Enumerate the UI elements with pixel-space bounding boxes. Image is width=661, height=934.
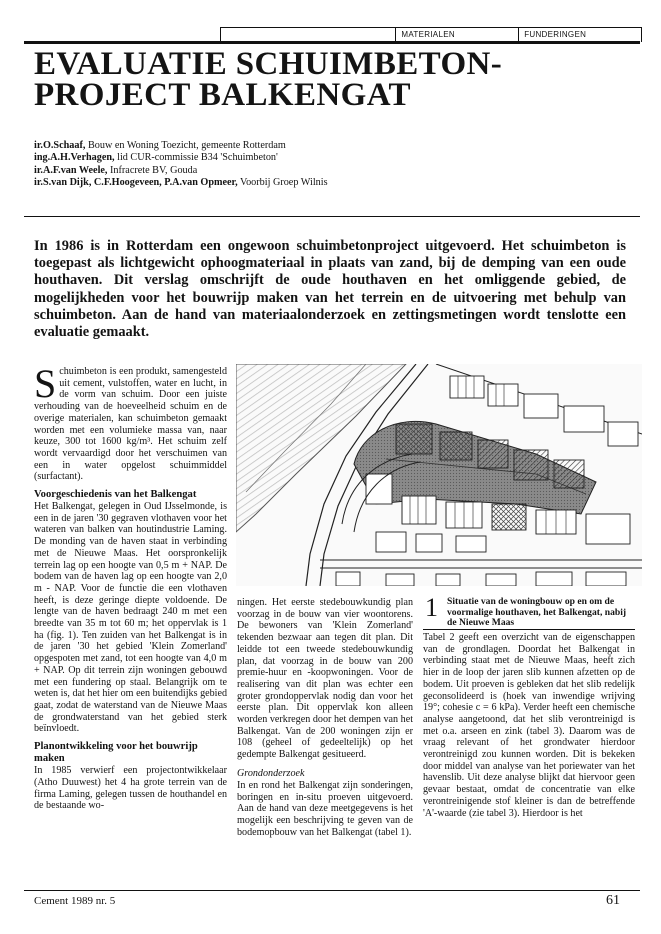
author-line: [34, 152, 594, 164]
author-affiliation: Voorbij Groep Wilnis: [237, 177, 328, 189]
section-tabs: [220, 27, 642, 42]
author-affiliation: Bouw en Woning Toezicht, gemeente Rotterdam: [85, 140, 286, 151]
author-affiliation: Infracrete BV, Gouda: [107, 164, 198, 176]
figure-caption: [423, 593, 635, 629]
site-map-figure: [236, 364, 642, 586]
author-name: ir.A.F.van Weele,: [34, 164, 108, 176]
column-1: [34, 361, 227, 812]
author-line: [34, 177, 594, 189]
author-line: [34, 140, 594, 152]
author-name: ir.O.Schaaf,: [34, 140, 86, 151]
divider-rule: [24, 216, 640, 217]
drop-cap: S: [34, 361, 57, 406]
author-list: [34, 140, 594, 190]
heading-history: Voorgeschiedenis van het Balkengat: [34, 489, 197, 501]
title-line-2: PROJECT BALKENGAT: [34, 77, 411, 113]
intro-paragraph: [34, 361, 227, 483]
figure-number: 1: [425, 593, 438, 622]
author-name: ing.A.H.Verhagen,: [34, 152, 115, 164]
article-title: [34, 46, 634, 113]
figure-caption-text: Situatie van de woningbouw op en om de voormalige houthaven, het Balkengat, nabij de Nieuwe Maas: [447, 596, 627, 628]
title-line-1: EVALUATIE SCHUIMBETON-: [34, 46, 503, 82]
heading-plan: Planontwikkeling voor het bouwrijp maken: [34, 741, 198, 765]
author-line: [34, 165, 594, 177]
top-rule: [24, 41, 640, 44]
ground-paragraph: In en rond het Balkengat zijn sonderingen, boringen en in-situ proeven uitgevoerd. Aan de hand van deze meetgegevens is het mogelijk een beschrijving te geven van de bodemopbouw van het Balkengat (tabel 1).: [237, 779, 413, 838]
lead-paragraph: In 1986 is in Rotterdam een ongewoon schuimbetonproject uitgevoerd. Het schuimbeton is toegepast als lichtgewicht ophoogmateriaal in plaats van zand, bij de demping van een oude houthaven. Dit verslag omschrijft de oude houthaven en het omliggende gebied, de mogelijkheden voor het bouwrijp maken van het terrein en de uitvoering met behulp van schuimbeton. Aan de hand van materiaalonderzoek en zettingsmetingen wordt tenslotte een evaluatie gemaakt.: [34, 238, 626, 341]
author-affiliation: lid CUR-commissie B34 'Schuimbeton': [114, 152, 278, 164]
page-number: 61: [606, 893, 620, 908]
journal-info: Cement 1989 nr. 5: [34, 895, 116, 907]
intro-text: chuimbeton is een produkt, samengesteld uit cement, vulstoffen, water en lucht, in de vorm van schuim. Door een juiste verhouding van de hoeveelheid schuim en de overige materialen, kan schuimbeton gemaakt worden met een volumieke massa van, naar keuze, 300 tot 1600 kg/m³. Het schuim zelf wordt vervaardigd door het verschuimen van een in water opgelost schuimmiddel (surfactant).: [34, 366, 227, 483]
site-map-drawing: [236, 364, 642, 586]
column-2: [237, 597, 413, 838]
tab-foundations: FUNDERINGEN: [518, 28, 641, 42]
footer-rule: [24, 890, 640, 891]
tab-empty: [221, 28, 395, 42]
author-name: ir.S.van Dijk, C.F.Hoogeveen, P.A.van Opmeer,: [34, 177, 238, 189]
history-paragraph: Het Balkengat, gelegen in Oud IJsselmonde, is een in de jaren '30 gegraven vlothaven voor het wateren van balken van houtindustrie Laming. De monding van de haven staat in verbinding met de Nieuwe Maas. Het oorspronkelijk terrein lag op een hoogte van 0,5 m + NAP. De bodem van de haven lag op een hoogte van 2,0 m - NAP. Voor de functie die een vlothaven heeft, is deze geringe diepte voldoende. De lengte van de haven bedraagt 240 m met een breedte van 35 m tot 60 m; het oppervlak is 1 ha (fig. 1). Ten zuiden van het Balkengat is in de jaren '30 het gebied 'Klein Zomerland' opgespoten met zand, tot een hoogte van 4,0 m + NAP. Op dit terrein zijn woningen gebouwd met een fundering op staal. Belangrijk om te weten is, dat het hier om een buitendijks gebied gaat, zodat de waterstand van de Nieuwe Maas de grondwaterstand van het gebied sterk beïnvloedt.: [34, 501, 227, 735]
heading-ground-research: Grondonderzoek: [237, 767, 305, 779]
tab-materials: MATERIALEN: [395, 28, 518, 42]
caption-rule: [423, 629, 635, 630]
plan-paragraph-start: In 1985 verwierf een projectontwikkelaar (Atho Duuwest) het 4 ha grote terrein van de firma Laming, gelegen tussen de houthandel en de bestaande wo-: [34, 765, 227, 812]
soil-paragraph: Tabel 2 geeft een overzicht van de eigenschappen van de grondlagen. Doordat het Balkengat in verbinding staat met de Nieuwe Maas, heeft zich hier in de loop der jaren slib kunnen afzetten op de bodem. Uit proeven is gebleken dat het slib redelijk geconsolideerd is (hoek van inwendige wrijving 19°; cohesie c = 6 kPa). Verder heeft een chemische analyse aangetoond, dat het slib verontreinigd is met o.a. arseen en zink (tabel 3). Daarom was de vraag relevant of het grondwater hierdoor verontreinigd zou kunnen worden. Dit is bekeken door middel van analyse van het poriewater van het havenslib. Uit deze analyse blijkt dat hiervoor geen gevaar bestaat, omdat de concentratie van elke verontreinigende stof kleiner is dan de betreffende 'A'-waarde (zie tabel 3). Hierdoor is het: [423, 632, 635, 819]
column-3: [423, 632, 635, 819]
plan-paragraph-continued: ningen. Het eerste stedebouwkundig plan voorzag in de bouw van vier woontorens. De bewoners van 'Klein Zomerland' tekenden bezwaar aan tegen dit plan. Dit leidde tot een tweede stedebouwkundig plan, dat voorzag in de bouw van 200 premie-huur en -koopwoningen. Voor de realisering van dit plan was echter een groter grondoppervlak nodig dan voor het eerste plan. Dit oppervlak kon alleen worden verkregen door het dempen van het Balkengat. Van de 200 woningen zijn er 108 (geheel of gedeeltelijk) op het gedempte Balkengat gesitueerd.: [237, 597, 413, 761]
